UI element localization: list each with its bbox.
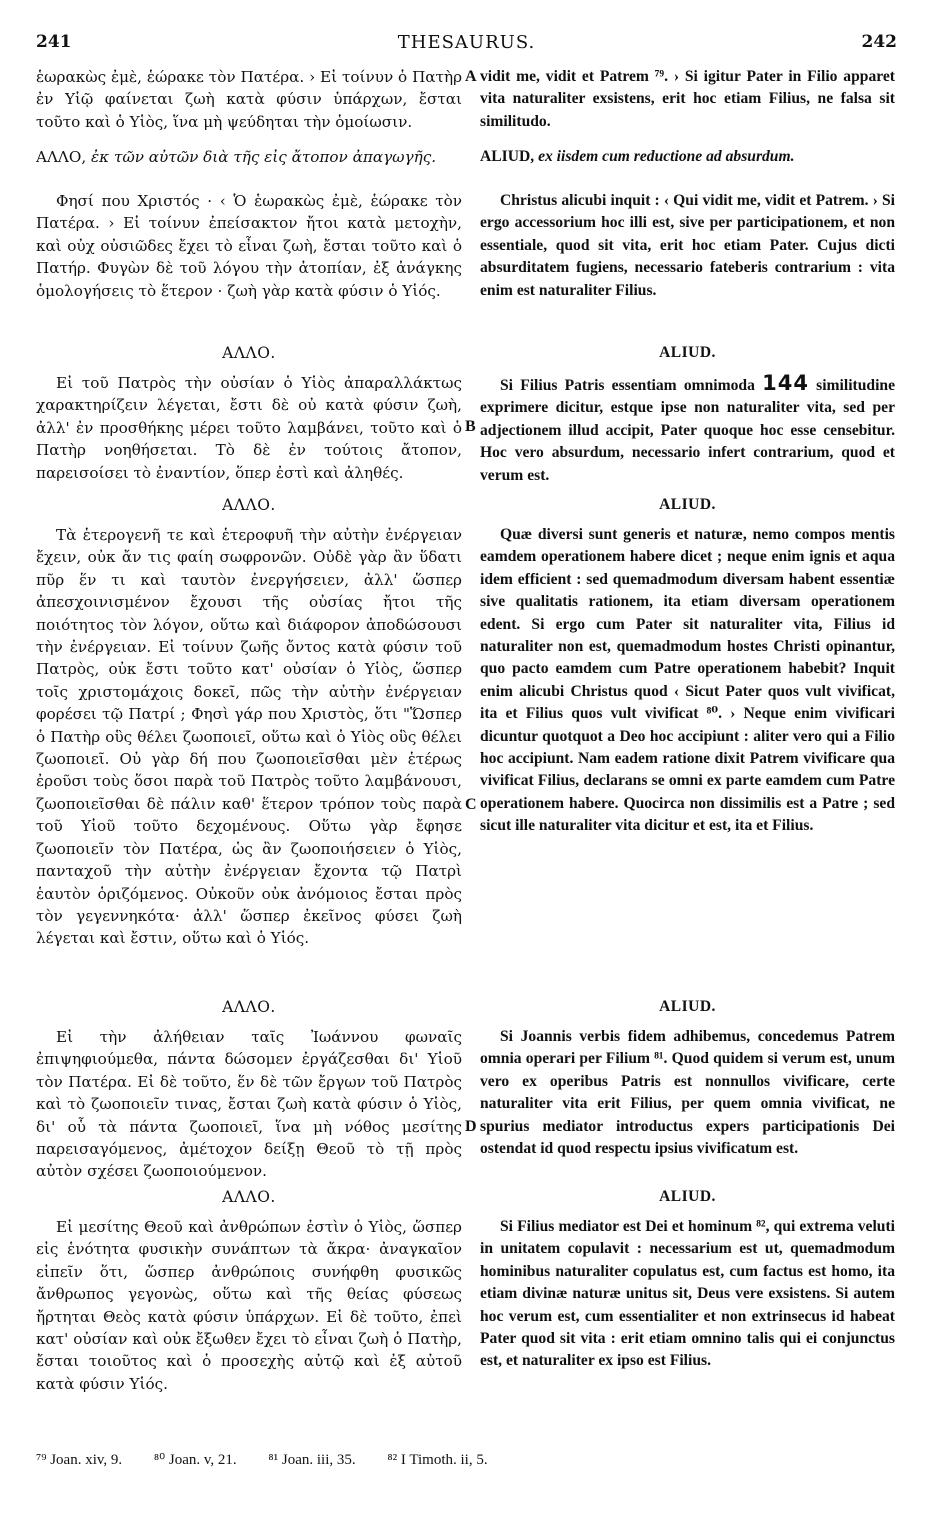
latin-paragraph-3 xyxy=(480,372,895,487)
heading-lead: ALIUD, xyxy=(480,148,535,165)
heading-subtitle: ex iisdem cum reductione ad absurdum. xyxy=(538,148,795,165)
page-number-left: 241 xyxy=(36,32,72,52)
greek-text: ἑωρακὼς ἐμὲ, ἑώρακε τὸν Πατέρα. › Εἰ τοίνυν ὁ Πατὴρ ἐν Υἱῷ φαίνεται ζωὴ κατὰ φύσιν ὑπάρχων, ἔσται τοῦτο καὶ ὁ Υἱὸς, ἵνα μὴ ψεύδηται τὴν ὁμοίωσιν. xyxy=(36,68,462,131)
latin-paragraph-6 xyxy=(480,1216,895,1373)
greek-heading-3: ΑΛΛΟ. xyxy=(222,496,276,514)
column-number: 144 xyxy=(762,371,809,395)
latin-text: Christus alicubi inquit : ‹ Qui vidit me, vidit et Patrem. › Si ergo accessorium hoc illi est, sive per participationem, et non essentiale, quod sit vita, erit hoc etiam Pater. Cujus dicti absurditatem fugiens, necessario fateberis contrarium : vita enim est naturaliter Filius. xyxy=(480,192,895,299)
footnotes xyxy=(36,1450,897,1469)
page-number-right: 242 xyxy=(861,32,897,52)
latin-paragraph-4 xyxy=(480,524,895,838)
greek-paragraph-6 xyxy=(36,1216,462,1395)
heading-lead: ΑΛΛΟ, xyxy=(36,148,87,166)
latin-paragraph-1 xyxy=(480,66,895,133)
latin-paragraph-2 xyxy=(480,190,895,302)
footnote-79: ⁷⁹ Joan. xiv, 9. xyxy=(36,1452,123,1468)
greek-text: Εἰ τοῦ Πατρὸς τὴν οὐσίαν ὁ Υἱὸς ἀπαραλλάκτως χαρακτηρίζειν λέγεται, ἔστι δὲ οὐ κατὰ φύσιν ζωὴ, ἀλλ' ἐν προσθήκης μέρει τοῦτο λαμβάνει, τοῦτο καὶ ὁ Πατὴρ νοηθήσεται. Τὸ δὲ ἐν τούτοις ἄτοπον, παρεισοίσει τὸ ἐναντίον, ὅπερ ἐστὶ καὶ ἀληθές. xyxy=(36,374,462,482)
greek-heading-5: ΑΛΛΟ. xyxy=(222,1188,276,1206)
greek-text: Εἰ τὴν ἀλήθειαν ταῖς Ἰωάννου φωναῖς ἐπιψηφιούμεθα, πάντα δώσομεν ἐργάζεσθαι δι' Υἱοῦ τὸν Πατέρα. Εἰ δὲ τοῦτο, ἕν δὲ τῶν ἔργων τοῦ Πατρὸς καὶ τὸ ζωοποιεῖν τινας, ἔσται ζωὴ κατὰ φύσιν ὁ Υἱὸς, δι' οὗ τὰ πάντα ζωοποιεῖ, ἵνα μὴ νόθος μεσίτης παρεισαγόμενος, ἀμέτοχον δείξῃ Θεοῦ τὸ τῇ πρὸς αὐτὸν σχέσει ζωοποιούμενον. xyxy=(36,1028,462,1181)
greek-paragraph-2 xyxy=(36,190,462,302)
latin-text: Si Joannis verbis fidem adhibemus, concedemus Patrem omnia operari per Filium ⁸¹. Quod quidem si verum est, unum vero ex operibus Patris est nonnullos vivificare, certe naturaliter vita erit Filius, per quem omnia vivificat, ne spurius mediator introductus expers participationis Dei ostendat id quod respectu ipsius vivificatum est. xyxy=(480,1028,895,1158)
latin-text: similitudine exprimere dicitur, estque ipse non naturaliter vita, sed per adjectionem illud accipit, Pater quoque hoc esse censebitur. Hoc vero absurdum, necessario infert contrarium, quod et verum est. xyxy=(480,377,895,484)
latin-text: Quæ diversi sunt generis et naturæ, nemo compos mentis eamdem operationem habere dicet ; neque enim ignis et aqua idem efficient : sed quemadmodum diversam habent essentiæ sive qualitatis rationem, ita etiam diversam operationem edent. Si ergo cum Pater sit naturaliter vita, Filius id naturaliter non est, quemadmodum hostes Christi opinantur, quo pacto eamdem cum Patre operationem habebit? Inquit enim alicubi Christus quod ‹ Sicut Pater quos vult vivificat, ita et Filius quos vult vivificat ⁸⁰. › Neque enim vivificari dicuntur quotquot a Deo hoc accipiunt : aliter vero qui a Filio hoc accipiunt. Nam eadem ratione dixit Patrem vivificare qua vivificat Filius, declarans se omni ex parte eamdem cum Patre operationem habere. Quocirca non dissimilis est a Patre ; sed sicut ille naturaliter vita dicitur et est, ita et Filius. xyxy=(480,526,895,835)
greek-paragraph-5 xyxy=(36,1026,462,1183)
latin-heading-1 xyxy=(480,146,895,168)
latin-heading-5: ALIUD. xyxy=(659,1188,716,1205)
footnote-80: ⁸⁰ Joan. v, 21. xyxy=(153,1452,237,1468)
margin-letter-d: D xyxy=(465,1118,477,1135)
greek-paragraph-3 xyxy=(36,372,462,484)
greek-text: Τὰ ἑτερογενῆ τε καὶ ἑτεροφυῆ τὴν αὐτὴν ἐνέργειαν ἔχειν, οὐκ ἄν τις φαίη σωφρονῶν. Οὐδὲ γὰρ ἂν ὕδατι πῦρ ἕν τι καὶ ταυτὸν ἐνεργήσειεν, ἀλλ' ὥσπερ ἀπεσχοινισμένον ἔχουσι τῆς οὐσίας ἤτοι τῆς ποιότητος τὸν λόγον, οὕτω καὶ διάφορον ἀποδώσουσι τὴν ἐνέργειαν. Εἰ τοίνυν ζωῆς ὄντος κατὰ φύσιν τοῦ Πατρὸς, οὐκ ἔστι τοῦτο κατ' οὐσίαν ὁ Υἱὸς, ὥσπερ τοῖς χριστομάχοις δοκεῖ, πῶς τὴν αὐτὴν ἐνέργειαν φορέσει τῷ Πατρί ; Φησὶ γάρ που Χριστὸς, ὅτι "Ὥσπερ ὁ Πατὴρ οὓς θέλει ζωοποιεῖ, οὕτω καὶ ὁ Υἱὸς οὓς θέλει ζωοποιεῖ. Οὐ γὰρ δή που ζωοποιεῖσθαι μὲν ἑτέρως ἐροῦσι τοὺς ὅσοι παρὰ τοῦ Πατρὸς τοῦτο λαμβάνουσι, ζωοποιεῖσθαι δὲ πάλιν καθ' ἕτερον τρόπον τοὺς παρὰ τοῦ Υἱοῦ τοῦτο δεχομένους. Οὕτω γὰρ ἔφησε ζωοποιεῖν τὸν Πατέρα, ὡς ἂν ζωοποιήσειεν ὁ Υἱὸς, πανταχοῦ τὴν αὐτὴν ἐνέργειαν ἔχοντα τῷ Πατρὶ ἑαυτὸν ὁριζόμενος. Οὐκοῦν οὐκ ἀνόμοιος ἔσται πρὸς τὸν γεγεννηκότα· ἀλλ' ὥσπερ ἐκεῖνος φύσει ζωὴ λέγεται καὶ ἔστιν, οὕτω καὶ ὁ Υἱός. xyxy=(36,526,462,948)
latin-heading-3: ALIUD. xyxy=(659,496,716,513)
footnote-81: ⁸¹ Joan. iii, 35. xyxy=(268,1452,356,1468)
latin-text: Si Filius mediator est Dei et hominum ⁸², qui extrema veluti in unitatem copulavit : necessarium est ut, quemadmodum hominibus naturaliter copulatus est, cum factus est homo, ita etiam divinæ naturæ unitus sit, Deus vere exsistens. Si autem hoc verum est, cum essentialiter et non extrinsecus id habeat Pater quod sit vita : erit etiam omnino talis qui ei conjunctus est, et naturaliter ex ipso est Filius. xyxy=(480,1218,895,1370)
running-header xyxy=(36,32,897,56)
heading-subtitle: ἐκ τῶν αὐτῶν διὰ τῆς εἰς ἄτοπον ἀπαγωγῆς. xyxy=(91,148,437,166)
greek-heading-2: ΑΛΛΟ. xyxy=(222,344,276,362)
greek-text: Φησί που Χριστός · ‹ Ὁ ἑωρακὼς ἐμὲ, ἑώρακε τὸν Πατέρα. › Εἰ τοίνυν ἐπείσακτον ἤτοι κατὰ μετοχὴν, καὶ οὐχ οὐσιῶδες ἔχει τὸ εἶναι ζωὴ, ἔσται τοῦτο καὶ ὁ Πατήρ. Φυγὼν δὲ τοῦ λόγου τὴν ἀτοπίαν, ἐξ ἀνάγκης ὁμολογήσεις τὸ ἕτερον · ζωὴ γὰρ κατὰ φύσιν ὁ Υἱός. xyxy=(36,192,462,300)
greek-text: Εἰ μεσίτης Θεοῦ καὶ ἀνθρώπων ἐστὶν ὁ Υἱὸς, ὥσπερ εἰς ἑνότητα φυσικὴν συνάπτων τὰ ἄκρα· ἀναγκαῖον εἰπεῖν ὅτι, ὥσπερ ἀνθρώποις συνήφθη φυσικῶς ἄνθρωπος γεγονὼς, οὕτω καὶ τῆς θείας φύσεως ἤρτηται Θεὸς κατὰ φύσιν ὑπάρχων. Εἰ δὲ τοῦτο, ἐπεὶ κατ' οὐσίαν καὶ οὐκ ἔξωθεν ἔχει τὸ εἶναι ζωὴ ὁ Πατὴρ, ἔσται τοιοῦτος καὶ ὁ προσεχὴς αὐτῷ καὶ ἐξ αὐτοῦ κατὰ φύσιν Υἱός. xyxy=(36,1218,462,1393)
margin-letter-b: B xyxy=(465,418,476,435)
latin-text: vidit me, vidit et Patrem ⁷⁹. › Si igitur Pater in Filio apparet vita naturaliter exsistens, erit hoc etiam Filius, ne falsa sit similitudo. xyxy=(480,68,895,130)
latin-paragraph-5 xyxy=(480,1026,895,1160)
margin-letter-a: A xyxy=(465,68,477,85)
latin-heading-2: ALIUD. xyxy=(659,344,716,361)
margin-letter-c: C xyxy=(465,796,477,813)
greek-heading-4: ΑΛΛΟ. xyxy=(222,998,276,1016)
greek-paragraph-4 xyxy=(36,524,462,950)
running-title: THESAURUS. xyxy=(397,32,536,53)
greek-heading-1 xyxy=(36,146,462,168)
latin-heading-4: ALIUD. xyxy=(659,998,716,1015)
footnote-82: ⁸² I Timoth. ii, 5. xyxy=(387,1452,488,1468)
greek-paragraph-1 xyxy=(36,66,462,133)
latin-text: Si Filius Patris essentiam omnimoda xyxy=(500,377,755,394)
